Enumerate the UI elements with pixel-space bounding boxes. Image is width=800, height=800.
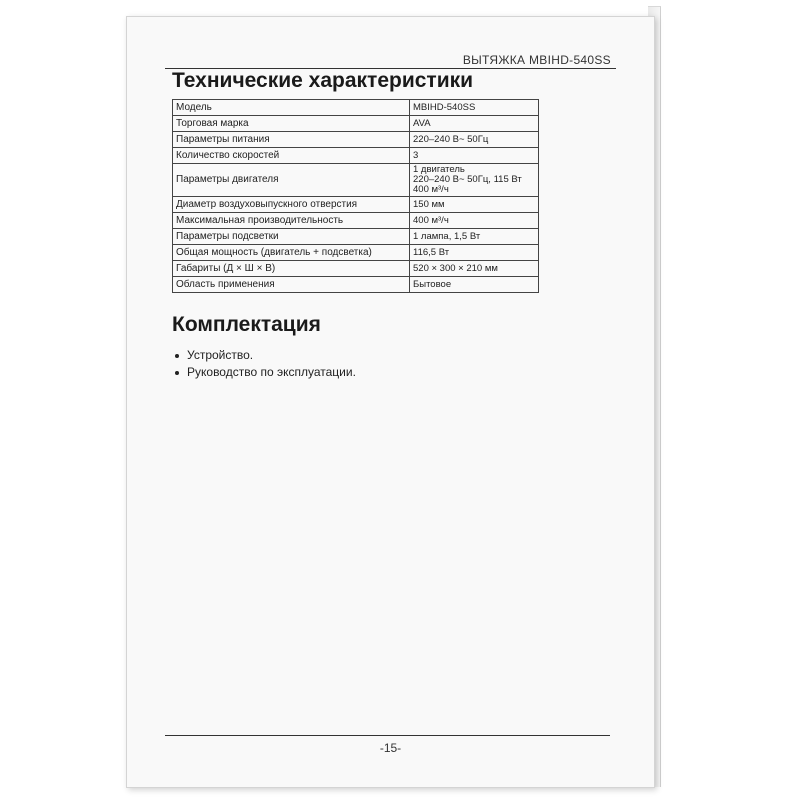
spec-value: 1 лампа, 1,5 Вт bbox=[410, 229, 539, 245]
spec-param: Параметры подсветки bbox=[173, 229, 410, 245]
spec-value: Бытовое bbox=[410, 277, 539, 293]
spec-value: 220–240 В~ 50Гц bbox=[410, 132, 539, 148]
bullet-icon bbox=[175, 371, 179, 375]
table-row bbox=[173, 213, 539, 229]
spec-param: Количество скоростей bbox=[173, 148, 410, 164]
spec-value: 520 × 300 × 210 мм bbox=[410, 261, 539, 277]
table-row bbox=[173, 164, 539, 197]
list-item bbox=[175, 364, 356, 381]
spec-param: Параметры двигателя bbox=[173, 164, 410, 197]
table-row bbox=[173, 100, 539, 116]
spec-value: 150 мм bbox=[410, 197, 539, 213]
bullet-icon bbox=[175, 354, 179, 358]
spec-value: 400 м³/ч bbox=[410, 213, 539, 229]
table-row bbox=[173, 148, 539, 164]
header-product-label: ВЫТЯЖКА MBIHD-540SS bbox=[462, 53, 611, 67]
spec-param: Параметры питания bbox=[173, 132, 410, 148]
table-row bbox=[173, 261, 539, 277]
specs-title: Технические характеристики bbox=[172, 69, 474, 92]
spec-param: Максимальная производительность bbox=[173, 213, 410, 229]
spec-param: Габариты (Д × Ш × В) bbox=[173, 261, 410, 277]
spec-value: 1 двигатель 220–240 В~ 50Гц, 115 Вт 400 м³/ч bbox=[410, 164, 539, 197]
list-item bbox=[175, 347, 356, 364]
spec-value: 3 bbox=[410, 148, 539, 164]
table-row bbox=[173, 132, 539, 148]
list-item-label: Руководство по эксплуатации. bbox=[187, 365, 356, 379]
spec-param: Общая мощность (двигатель + подсветка) bbox=[173, 245, 410, 261]
manual-page bbox=[126, 16, 655, 788]
spec-param: Область применения bbox=[173, 277, 410, 293]
kit-list bbox=[175, 347, 356, 381]
spec-value: AVA bbox=[410, 116, 539, 132]
spec-value: MBIHD-540SS bbox=[410, 100, 539, 116]
list-item-label: Устройство. bbox=[187, 348, 254, 362]
footer-rule bbox=[165, 735, 610, 736]
table-row bbox=[173, 229, 539, 245]
table-row bbox=[173, 197, 539, 213]
page-number: -15- bbox=[379, 741, 402, 755]
table-row bbox=[173, 245, 539, 261]
spec-param: Диаметр воздуховыпускного отверстия bbox=[173, 197, 410, 213]
spec-value: 116,5 Вт bbox=[410, 245, 539, 261]
kit-title: Комплектация bbox=[172, 313, 321, 336]
table-row bbox=[173, 116, 539, 132]
spec-param: Модель bbox=[173, 100, 410, 116]
spec-param: Торговая марка bbox=[173, 116, 410, 132]
specs-table bbox=[172, 99, 539, 293]
table-row bbox=[173, 277, 539, 293]
